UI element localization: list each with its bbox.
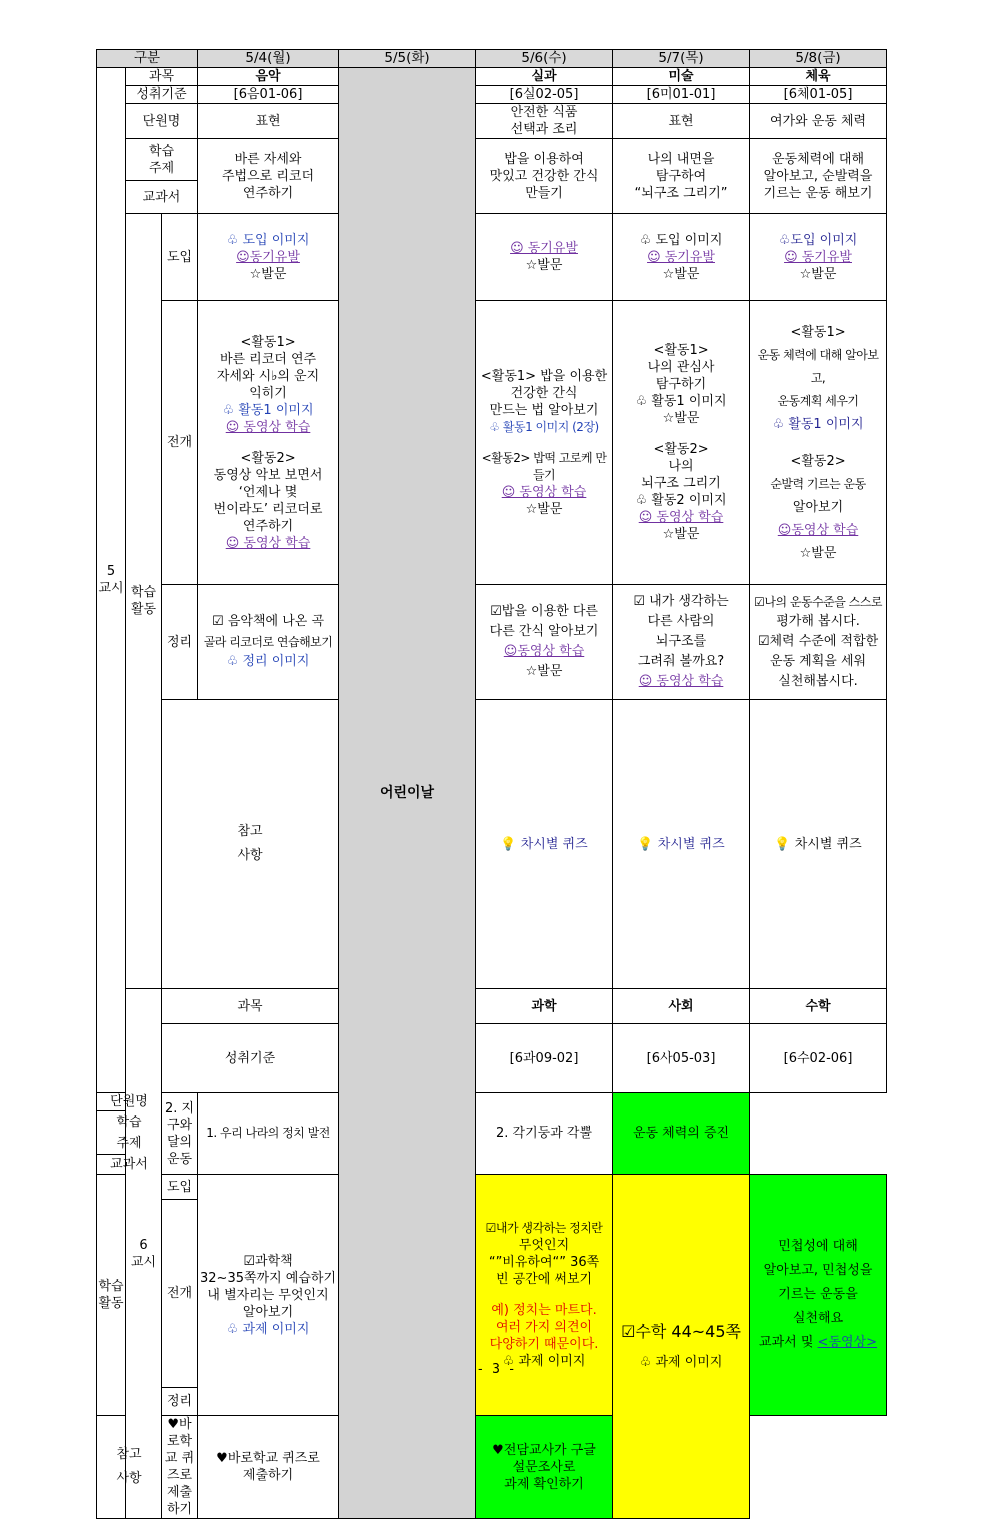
p5-wed-intro: ☺ 동기유발 ☆발문 (476, 214, 613, 301)
p5-thu-subject: 미술 (613, 68, 750, 86)
p5-develop-label: 전개 (162, 301, 198, 585)
timetable (96, 49, 887, 1519)
p6-textbook-label: 교과서 (97, 1155, 162, 1175)
p5-wed-develop: <활동1> 밥을 이용한 건강한 간식 만드는 법 알아보기 ♧ 활동1 이미지 (2장) <활동2> 밥떡 고로케 만들기 ☺ 동영상 학습 ☆발문 (476, 301, 613, 585)
p5-mon-subject: 음악 (198, 68, 339, 86)
p6-fri-link-prefix: 교과서 및 (759, 1335, 814, 1350)
p5-mon-topic: 바른 자세와 주법으로 리코더 연주하기 (198, 139, 339, 214)
p6-fri-video-link[interactable]: <동영상> (817, 1335, 878, 1350)
p6-period-label: 6 교시 (126, 989, 162, 1519)
p6-thu-standard: [6수02-06] (750, 1024, 887, 1093)
p5-fri-unit: 여가와 운동 체력 (750, 104, 887, 139)
p5-intro-label: 도입 (162, 214, 198, 301)
p6-activity-label: 학습 활동 (97, 1175, 126, 1416)
header-day-wed: 5/6(수) (476, 50, 613, 68)
p6-topic-label: 학습 주제 (97, 1111, 162, 1155)
page-number: - 3 - (476, 1362, 516, 1377)
p5-mon-intro: ♧ 도입 이미지 ☺동기유발 ☆발문 (198, 214, 339, 301)
holiday-cell: 어린이날 (339, 68, 476, 1519)
p6-standard-label: 성취기준 (162, 1024, 339, 1093)
p5-thu-wrapup: ☑ 내가 생각하는 다른 사람의 뇌구조를 그려줘 볼까요? ☺ 동영상 학습 (613, 585, 750, 700)
p5-thu-ref: 💡 차시별 퀴즈 (750, 700, 887, 989)
p6-wed-ref: ♥바로학교 퀴즈로 제출하기 (198, 1416, 339, 1519)
p5-subject-label: 과목 (126, 68, 198, 86)
p5-topic-label: 학습 주제 (126, 139, 198, 181)
p5-standard-label: 성취기준 (126, 86, 198, 104)
p6-subject-label: 과목 (162, 989, 339, 1024)
p5-ref-row (97, 700, 887, 989)
p5-mon-standard: [6음01-06] (198, 86, 339, 104)
p6-intro-row (97, 1175, 887, 1200)
p6-mon-unit: 2. 지구와 달의 운동 (162, 1093, 198, 1175)
p5-standard-row (97, 86, 887, 104)
p6-develop-label: 전개 (162, 1200, 198, 1388)
p5-thu-intro: ♧ 도입 이미지 ☺ 동기유발 ☆발문 (613, 214, 750, 301)
p5-fri-topic: 운동체력에 대해 알아보고, 순발력을 기르는 운동 해보기 (750, 139, 887, 214)
p6-thu-subject: 수학 (750, 989, 887, 1024)
p6-mon-activity: ☑과학책 32~35쪽까지 예습하기 내 별자리는 무엇인지 알아보기 ♧ 과제 이미지 (198, 1175, 339, 1416)
p5-unit-label: 단원명 (126, 104, 198, 139)
p5-develop-row (97, 301, 887, 585)
p5-intro-row (97, 214, 887, 301)
p6-thu-activity: ☑수학 44~45쪽 ♧ 과제 이미지 (613, 1175, 750, 1519)
p5-fri-wrapup: ☑나의 운동수준을 스스로 평가해 봅시다. ☑체력 수준에 적합한 운동 계획을 세워 실천해봅시다. (750, 585, 887, 700)
p6-unit-row (97, 1093, 887, 1111)
p5-topic-row (97, 139, 887, 181)
p6-fri-activity: 민첩성에 대해 알아보고, 민첩성을 기르는 운동을 실천해요 교과서 및 <동영상> (750, 1175, 887, 1416)
p6-mon-subject: 과학 (476, 989, 613, 1024)
header-day-mon: 5/4(월) (198, 50, 339, 68)
p5-subject-row (97, 68, 887, 86)
p5-wrapup-label: 정리 (162, 585, 198, 700)
p6-ref-label: 참고 사항 (97, 1416, 162, 1519)
p6-wed-subject: 사회 (613, 989, 750, 1024)
p5-ref-label: 참고 사항 (162, 700, 339, 989)
header-day-fri: 5/8(금) (750, 50, 887, 68)
p5-fri-subject: 체육 (750, 68, 887, 86)
p6-fri-ref: ♥전담교사가 구글 설문조사로 과제 확인하기 (476, 1416, 613, 1519)
p6-thu-unit: 2. 각기둥과 각뿔 (476, 1093, 613, 1175)
p6-intro-label: 도입 (162, 1175, 198, 1200)
p5-wed-standard: [6실02-05] (476, 86, 613, 104)
p6-mon-ref: ♥바로학교 퀴즈로 제출하기 (162, 1416, 198, 1519)
p5-fri-standard: [6체01-05] (750, 86, 887, 104)
p6-wed-unit: 1. 우리 나라의 정치 발전 (198, 1093, 339, 1175)
p5-mon-develop: <활동1> 바른 리코더 연주 자세와 시♭의 운지 익히기 ♧ 활동1 이미지 ☺ 동영상 학습 <활동2> 동영상 악보 보면서 ‘언제나 몇 번이라도’ 리코더로 연주하기 ☺ 동영상 학습 (198, 301, 339, 585)
p5-fri-intro: ♧도입 이미지 ☺ 동기유발 ☆발문 (750, 214, 887, 301)
p5-wed-ref: 💡 차시별 퀴즈 (613, 700, 750, 989)
p5-wed-topic: 밥을 이용하여 맛있고 건강한 간식 만들기 (476, 139, 613, 214)
p5-thu-topic: 나의 내면을 탐구하여 “뇌구조 그리기” (613, 139, 750, 214)
p6-wed-activity: ☑내가 생각하는 정치란 무엇인지 “”비유하여“” 36쪽 빈 공간에 써보기 예) 정치는 마트다. 여러 가지 의견이 다양하기 때문이다. ♧ 과제 이미지 (476, 1175, 613, 1416)
p5-activity-label: 학습 활동 (126, 214, 162, 989)
p6-standard-row (97, 1024, 887, 1093)
header-day-tue: 5/5(화) (339, 50, 476, 68)
p5-thu-unit: 표현 (613, 104, 750, 139)
p5-mon-wrapup: ☑ 음악책에 나온 곡 골라 리코더로 연습해보기 ♧ 정리 이미지 (198, 585, 339, 700)
p5-textbook-label: 교과서 (126, 181, 198, 214)
header-row (97, 50, 887, 68)
p5-wrapup-row (97, 585, 887, 700)
p6-mon-standard: [6과09-02] (476, 1024, 613, 1093)
p6-ref-row (97, 1416, 887, 1519)
p5-thu-standard: [6미01-01] (613, 86, 750, 104)
p6-subject-row (97, 989, 887, 1024)
p5-wed-unit: 안전한 식품 선택과 조리 (476, 104, 613, 139)
p5-wed-subject: 실과 (476, 68, 613, 86)
p5-fri-develop: <활동1> 운동 체력에 대해 알아보고, 운동계획 세우기 ♧ 활동1 이미지 <활동2> 순발력 기르는 운동 알아보기 ☺동영상 학습 ☆발문 (750, 301, 887, 585)
p6-unit-label: 단원명 (97, 1093, 162, 1111)
p6-fri-unit: 운동 체력의 증진 (613, 1093, 750, 1175)
p5-mon-ref: 💡 차시별 퀴즈 (476, 700, 613, 989)
p5-wed-wrapup: ☑밥을 이용한 다른 다른 간식 알아보기 ☺동영상 학습 ☆발문 (476, 585, 613, 700)
p5-unit-row (97, 104, 887, 139)
p6-wed-standard: [6사05-03] (613, 1024, 750, 1093)
p5-thu-develop: <활동1> 나의 관심사 탐구하기 ♧ 활동1 이미지 ☆발문 <활동2> 나의 뇌구조 그리기 ♧ 활동2 이미지 ☺ 동영상 학습 ☆발문 (613, 301, 750, 585)
header-category: 구분 (97, 50, 198, 68)
header-day-thu: 5/7(목) (613, 50, 750, 68)
p6-wrapup-label: 정리 (162, 1388, 198, 1416)
p5-period-label: 5 교시 (97, 68, 126, 1093)
p5-mon-unit: 표현 (198, 104, 339, 139)
